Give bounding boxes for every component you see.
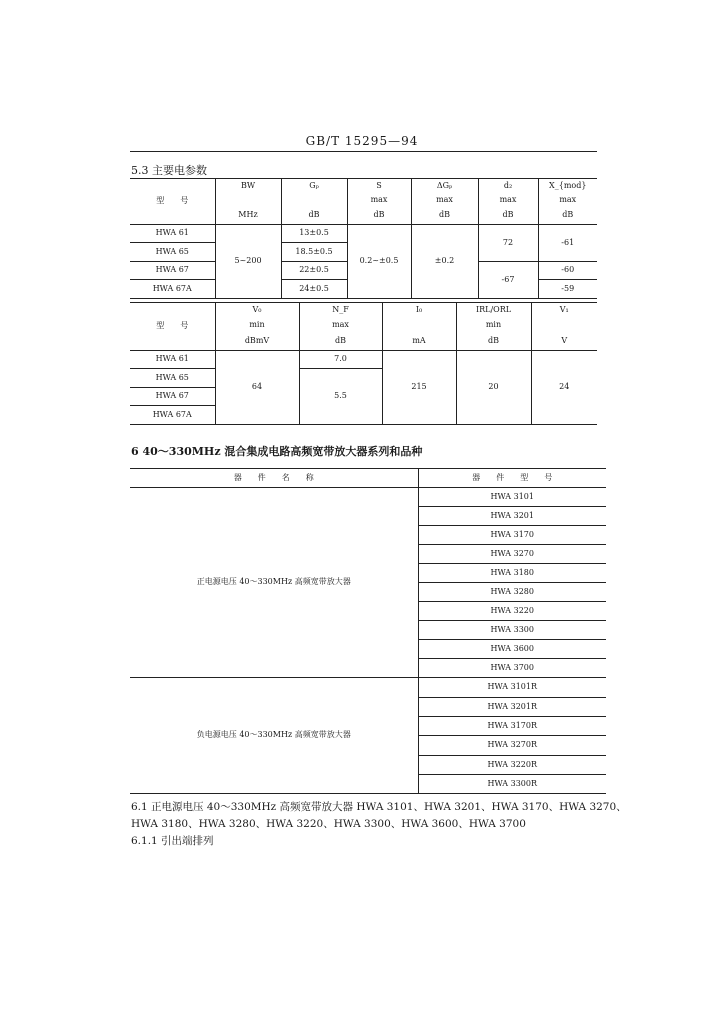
col-unit: MHz xyxy=(215,208,281,225)
v0-value: 64 xyxy=(215,351,299,425)
gp-value: 24±0.5 xyxy=(281,280,347,299)
device-model: HWA 3170 xyxy=(418,526,606,545)
device-model: HWA 3700 xyxy=(418,659,606,678)
section-6-1-line-1: 6.1 正电源电压 40～330MHz 高频宽带放大器 HWA 3101、HWA 3201、HWA 3170、HWA 3270、 xyxy=(131,801,627,813)
device-model: HWA 3101 xyxy=(418,488,606,507)
col-limit: max xyxy=(538,194,597,208)
model-cell: HWA 65 xyxy=(130,243,215,262)
col-unit: dB xyxy=(299,333,382,351)
device-model: HWA 3101R xyxy=(418,678,606,698)
col-limit: max xyxy=(299,318,382,333)
s-value: 0.2~±0.5 xyxy=(347,225,411,299)
nf-value: 5.5 xyxy=(299,369,382,425)
col-symbol: Gₚ xyxy=(281,179,347,194)
x-value: -59 xyxy=(538,280,597,299)
gp-value: 18.5±0.5 xyxy=(281,243,347,262)
x-value: -60 xyxy=(538,262,597,280)
col-symbol: V₀ xyxy=(215,303,299,318)
gp-value: 13±0.5 xyxy=(281,225,347,243)
col-unit: dBmV xyxy=(215,333,299,351)
col-symbol: N_F xyxy=(299,303,382,318)
group-negative-voltage: 负电源电压 40～330MHz 高频宽带放大器 xyxy=(130,678,418,794)
model-cell: HWA 67 xyxy=(130,262,215,280)
device-model: HWA 3300R xyxy=(418,775,606,794)
col-unit: dB xyxy=(281,208,347,225)
col-symbol: X_{mod} xyxy=(538,179,597,194)
model-header: 型 号 xyxy=(130,303,215,351)
col-symbol: d₂ xyxy=(478,179,538,194)
model-cell: HWA 65 xyxy=(130,369,215,388)
header-rule xyxy=(130,151,597,152)
col-limit: max xyxy=(411,194,478,208)
col-device-name: 器 件 名 称 xyxy=(233,472,314,482)
section-6-1-line-2: HWA 3180、HWA 3280、HWA 3220、HWA 3300、HWA 3600、HWA 3700 xyxy=(131,818,526,830)
device-model: HWA 3201 xyxy=(418,507,606,526)
col-unit: mA xyxy=(382,333,456,351)
device-model: HWA 3220R xyxy=(418,756,606,775)
section-6-title: 6 40～330MHz 混合集成电路高频宽带放大器系列和品种 xyxy=(131,445,423,458)
col-symbol: I₀ xyxy=(382,303,456,318)
col-symbol: S xyxy=(347,179,411,194)
d2-value: 72 xyxy=(478,225,538,262)
col-unit: dB xyxy=(538,208,597,225)
col-device-model: 器 件 型 号 xyxy=(418,469,606,488)
nf-value: 7.0 xyxy=(299,351,382,369)
group-positive-voltage: 正电源电压 40～330MHz 高频宽带放大器 xyxy=(130,488,418,678)
col-unit: dB xyxy=(411,208,478,225)
col-symbol: V₁ xyxy=(531,303,597,318)
device-model: HWA 3280 xyxy=(418,583,606,602)
document-header: GB/T 15295—94 xyxy=(305,134,419,148)
parameter-table-2 xyxy=(130,302,597,425)
col-unit: V xyxy=(531,333,597,351)
col-limit xyxy=(382,318,456,333)
device-model: HWA 3220 xyxy=(418,602,606,621)
col-limit xyxy=(531,318,597,333)
x-value: -61 xyxy=(538,225,597,262)
device-model: HWA 3180 xyxy=(418,564,606,583)
col-limit: max xyxy=(478,194,538,208)
dgp-value: ±0.2 xyxy=(411,225,478,299)
irl-value: 20 xyxy=(456,351,531,425)
device-model: HWA 3600 xyxy=(418,640,606,659)
col-symbol: IRL/ORL xyxy=(456,303,531,318)
model-cell: HWA 67A xyxy=(130,406,215,425)
d2-value: -67 xyxy=(478,262,538,299)
col-limit xyxy=(281,194,347,208)
gp-value: 22±0.5 xyxy=(281,262,347,280)
col-limit: min xyxy=(456,318,531,333)
model-cell: HWA 67A xyxy=(130,280,215,299)
parameter-table-1 xyxy=(130,178,597,299)
model-cell: HWA 61 xyxy=(130,225,215,243)
col-unit: dB xyxy=(347,208,411,225)
col-limit xyxy=(215,194,281,208)
series-table xyxy=(130,468,606,794)
device-model: HWA 3201R xyxy=(418,698,606,717)
section-6-1-1-title: 6.1.1 引出端排列 xyxy=(131,835,214,847)
bw-value: 5~200 xyxy=(215,225,281,299)
model-cell: HWA 61 xyxy=(130,351,215,369)
model-header: 型 号 xyxy=(130,179,215,225)
col-limit: max xyxy=(347,194,411,208)
col-unit: dB xyxy=(456,333,531,351)
section-5-3-title: 5.3 主要电参数 xyxy=(131,164,207,177)
col-limit: min xyxy=(215,318,299,333)
i0-value: 215 xyxy=(382,351,456,425)
col-unit: dB xyxy=(478,208,538,225)
col-symbol: BW xyxy=(215,179,281,194)
device-model: HWA 3270 xyxy=(418,545,606,564)
v1-value: 24 xyxy=(531,351,597,425)
device-model: HWA 3300 xyxy=(418,621,606,640)
device-model: HWA 3270R xyxy=(418,736,606,756)
model-cell: HWA 67 xyxy=(130,388,215,406)
device-model: HWA 3170R xyxy=(418,717,606,736)
col-symbol: ΔGₚ xyxy=(411,179,478,194)
